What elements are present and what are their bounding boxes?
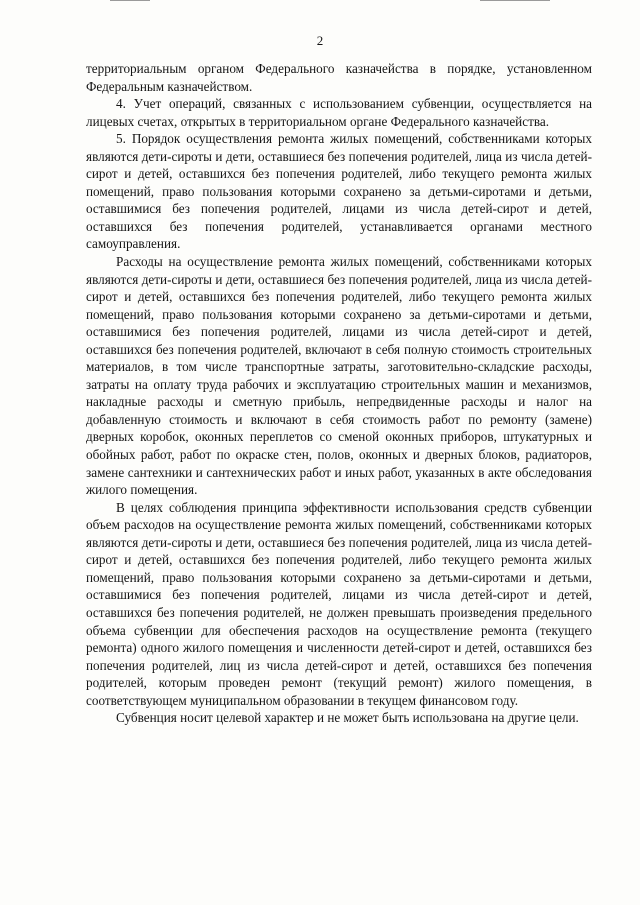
scan-edge-mark-right: [480, 0, 550, 1]
page-number: 2: [316, 33, 324, 48]
paragraph-item-5: 5. Порядок осуществления ремонта жилых помещений, собственниками которых являются дети-сироты и дети, оставшиеся без попечения родителей, лица из числа детей-сирот и детей, оставшихся без попечения родителей, либо текущего ремонта жилых помещений, право пользования которыми сохранено за детьми-сиротами и детьми, оставшимися без попечения родителей, лицами из числа детей-сирот и детей, оставшихся без попечения родителей, устанавливается органами местного самоуправления.: [86, 131, 592, 252]
paragraph-expenses: Расходы на осуществление ремонта жилых помещений, собственниками которых являются дети-сироты и дети, оставшиеся без попечения родителей, лица из числа детей-сирот и детей, оставшихся без попечения родителей, либо текущего ремонта жилых помещений, право пользования которыми сохранено за детьми-сиротами и детьми, оставшимися без попечения родителей, лицами из числа детей-сирот и детей, оставшихся без попечения родителей, включают в себя полную стоимость строительных материалов, в том числе транспортные затраты, заготовительно-складские расходы, затраты на оплату труда рабочих и эксплуатацию строительных машин и механизмов, накладные расходы и сметную прибыль, непредвиденные расходы и налог на добавленную стоимость и включают в себя стоимость работ по ремонту (замене) дверных коробок, оконных переплетов со сменой оконных приборов, штукатурных и обойных работ, работ по окраске стен, полов, оконных и дверных блоков, радиаторов, замене сантехники и сантехнических работ и иных работ, указанных в акте обследования жилого помещения.: [86, 254, 592, 498]
paragraph-item-4: 4. Учет операций, связанных с использованием субвенции, осуществляется на лицевых счетах, открытых в территориальном органе Федерального казначейства.: [86, 96, 592, 129]
paragraph-continuation: территориальным органом Федерального казначейства в порядке, установленном Федеральным казначейством.: [86, 61, 592, 94]
document-body: [86, 60, 592, 727]
scan-edge-mark-left: [110, 0, 150, 1]
paragraph-targeted-use: Субвенция носит целевой характер и не может быть использована на другие цели.: [116, 710, 579, 726]
paragraph-efficiency: В целях соблюдения принципа эффективности использования средств субвенции объем расходов на осуществление ремонта жилых помещений, собственниками которых являются дети-сироты и дети, оставшиеся без попечения родителей, лица из числа детей-сирот и детей, оставшихся без попечения родителей, либо текущего ремонта жилых помещений, право пользования которыми сохранено за детьми-сиротами и детьми, оставшимися без попечения родителей, лицами из числа детей-сирот и детей, оставшихся без попечения родителей, не должен превышать произведения предельного объема субвенции для обеспечения расходов на осуществление ремонта (текущего ремонта) одного жилого помещения и численности детей-сирот и детей, оставшихся без попечения родителей, лиц из числа детей-сирот и детей, оставшихся без попечения родителей, которым проведен ремонт (текущий ремонт) жилого помещения, в соответствующем муниципальном образовании в текущем финансовом году.: [86, 499, 592, 708]
